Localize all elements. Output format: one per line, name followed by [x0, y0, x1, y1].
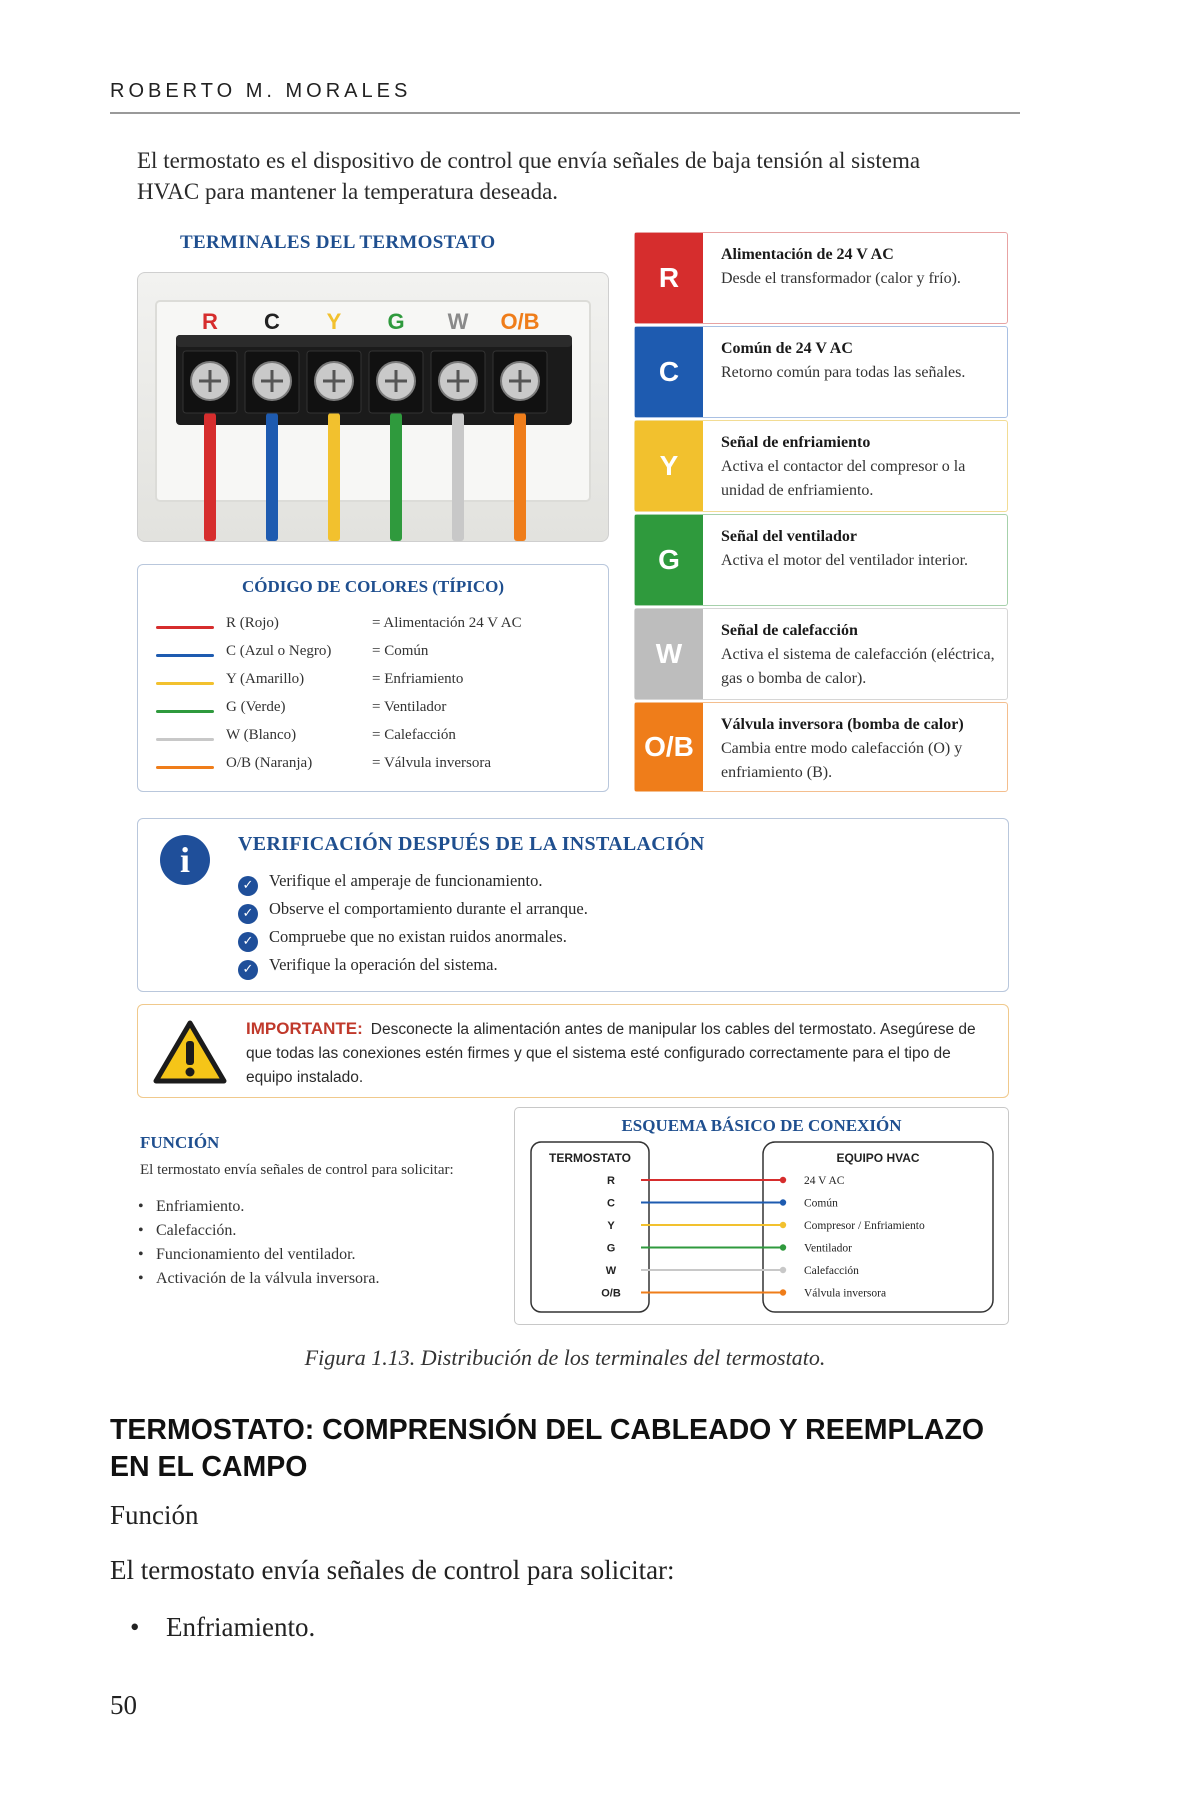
- check-icon: ✓: [238, 960, 258, 980]
- terminal-row-title: Común de 24 V AC: [721, 340, 853, 357]
- color-code-meaning: = Enfriamiento: [372, 671, 464, 687]
- terminal-wire: [328, 413, 340, 541]
- color-code-meaning: = Ventilador: [372, 699, 447, 715]
- terminal-row-g: [634, 514, 1008, 606]
- terminal-screw-icon: [183, 351, 237, 413]
- terminal-row-desc: Activa el motor del ventilador interior.: [721, 552, 969, 569]
- important-body: Desconecte la alimentación antes de manipular los cables del termostato. Asegúrese de que todas las conexiones estén firmes y que el sistema esté configurado correctamente para el tipo de equipo instalado.: [246, 1021, 976, 1086]
- verification-item-text: Observe el comportamiento durante el arranque.: [269, 899, 588, 918]
- terminal-badge: W: [635, 609, 703, 699]
- scheme-wire-endpoint: [780, 1199, 786, 1205]
- scheme-left-title: TERMOSTATO: [549, 1151, 631, 1165]
- color-code-name: W (Blanco): [226, 727, 297, 743]
- verification-title: VERIFICACIÓN DESPUÉS DE LA INSTALACIÓN: [238, 833, 705, 855]
- terminal-description: [721, 243, 999, 291]
- page-number: 50: [110, 1690, 137, 1720]
- terminal-row-title: Válvula inversora (bomba de calor): [721, 716, 964, 733]
- terminal-description: [721, 431, 999, 503]
- bullet-marker: •: [130, 1612, 140, 1642]
- terminal-row-title: Señal de calefacción: [721, 622, 858, 639]
- terminal-row-desc: Retorno común para todas las señales.: [721, 364, 966, 381]
- terminal-badge: R: [635, 233, 703, 323]
- scheme-target-label: Válvula inversora: [804, 1287, 887, 1300]
- terminal-badge: C: [635, 327, 703, 417]
- scheme-right-title: EQUIPO HVAC: [836, 1151, 920, 1165]
- terminal-badge: O/B: [635, 703, 703, 791]
- important-label: IMPORTANTE:: [246, 1019, 363, 1038]
- funcion-title: FUNCIÓN: [140, 1133, 220, 1152]
- terminal-description: [721, 619, 999, 691]
- terminal-screw-icon: [245, 351, 299, 413]
- scheme-target-label: 24 V AC: [804, 1175, 845, 1187]
- funcion-item: • Funcionamiento del ventilador.: [156, 1246, 356, 1264]
- scheme-wire-endpoint: [780, 1177, 786, 1183]
- scheme-target-label: Ventilador: [804, 1242, 852, 1255]
- important-text: [246, 1017, 996, 1090]
- verification-item-text: Verifique el amperaje de funcionamiento.: [269, 871, 543, 890]
- orange-wire-swatch: [156, 766, 214, 769]
- terminals-title: TERMINALES DEL TERMOSTATO: [180, 232, 496, 253]
- scheme-wire-endpoint: [780, 1244, 786, 1250]
- terminal-row-w: [634, 608, 1008, 700]
- color-code-meaning: = Calefacción: [372, 727, 456, 743]
- body-bullet-item: Enfriamiento.: [166, 1612, 316, 1642]
- verification-item-text: Verifique la operación del sistema.: [269, 955, 498, 974]
- connection-scheme-svg: [515, 1108, 1008, 1324]
- funcion-item: • Calefacción.: [156, 1222, 236, 1240]
- terminal-row-desc: Activa el sistema de calefacción (eléctrica, gas o bomba de calor).: [721, 646, 995, 687]
- check-icon: ✓: [238, 904, 258, 924]
- scheme-title: ESQUEMA BÁSICO DE CONEXIÓN: [621, 1116, 902, 1135]
- body-paragraph: El termostato envía señales de control para solicitar:: [110, 1555, 675, 1585]
- terminal-wire: [452, 413, 464, 541]
- terminal-screw-icon: [369, 351, 423, 413]
- scheme-terminal-label: G: [606, 1242, 616, 1255]
- white-wire-swatch: [156, 738, 214, 741]
- figure-caption: Figura 1.13. Distribución de los terminales del termostato.: [304, 1345, 826, 1370]
- scheme-target-label: Calefacción: [804, 1265, 859, 1277]
- color-code-name: C (Azul o Negro): [226, 643, 332, 659]
- scheme-wire-endpoint: [780, 1267, 786, 1273]
- terminal-block-svg: [138, 273, 608, 541]
- scheme-target-label: Compresor / Enfriamiento: [804, 1220, 925, 1232]
- info-icon: i: [160, 835, 210, 885]
- color-code-name: R (Rojo): [226, 615, 279, 631]
- terminal-label: G: [387, 309, 405, 334]
- verification-item: [238, 927, 567, 952]
- check-icon: ✓: [238, 932, 258, 952]
- terminal-wire: [266, 413, 278, 541]
- terminal-description: [721, 713, 999, 785]
- thermostat-block: [531, 1142, 649, 1312]
- terminal-label: W: [447, 309, 469, 334]
- terminal-wire: [204, 413, 216, 541]
- important-warning-box: [137, 1004, 1009, 1098]
- terminal-row-r: [634, 232, 1008, 324]
- color-code-meaning: = Alimentación 24 V AC: [372, 615, 522, 631]
- color-code-box: [137, 564, 609, 792]
- body-subhead: Función: [110, 1500, 199, 1530]
- running-header: ROBERTO M. MORALES: [110, 80, 412, 102]
- terminal-label: Y: [326, 309, 342, 334]
- terminal-badge: Y: [635, 421, 703, 511]
- funcion-intro: El termostato envía señales de control para solicitar:: [140, 1162, 454, 1178]
- verification-item-text: Compruebe que no existan ruidos anormales.: [269, 927, 567, 946]
- color-code-title: CÓDIGO DE COLORES (TÍPICO): [241, 577, 505, 596]
- connection-scheme-box: [514, 1107, 1009, 1325]
- terminal-row-desc: Desde el transformador (calor y frío).: [721, 270, 961, 287]
- scheme-wire-endpoint: [780, 1289, 786, 1295]
- terminal-description: [721, 525, 999, 573]
- terminal-screw-icon: [493, 351, 547, 413]
- verification-box: [137, 818, 1009, 992]
- terminal-block-illustration: [137, 272, 609, 542]
- terminal-row-ob: [634, 702, 1008, 792]
- terminal-label: R: [202, 309, 218, 334]
- red-wire-swatch: [156, 626, 214, 629]
- funcion-item: • Enfriamiento.: [156, 1198, 244, 1216]
- green-wire-swatch: [156, 710, 214, 713]
- scheme-terminal-label: C: [607, 1197, 615, 1210]
- yellow-wire-swatch: [156, 682, 214, 685]
- verification-item: [238, 899, 588, 924]
- verification-item: [238, 955, 498, 980]
- terminal-row-c: [634, 326, 1008, 418]
- scheme-wire-endpoint: [780, 1222, 786, 1228]
- scheme-terminal-label: W: [605, 1265, 617, 1277]
- intro-paragraph: El termostato es el dispositivo de control que envía señales de baja tensión al sistema HVAC para mantener la temperatura deseada.: [137, 148, 921, 204]
- terminal-row-desc: Cambia entre modo calefacción (O) y enfriamiento (B).: [721, 740, 963, 781]
- color-code-name: Y (Amarillo): [226, 671, 305, 687]
- terminal-row-title: Señal del ventilador: [721, 528, 858, 545]
- terminal-wire: [514, 413, 526, 541]
- terminal-row-y: [634, 420, 1008, 512]
- terminal-label: O/B: [500, 309, 540, 334]
- scheme-terminal-label: R: [607, 1175, 615, 1187]
- blue-wire-swatch: [156, 654, 214, 657]
- terminal-wire: [390, 413, 402, 541]
- scheme-target-label: Común: [804, 1197, 838, 1210]
- terminal-screw-icon: [431, 351, 485, 413]
- color-code-name: O/B (Naranja): [226, 755, 313, 771]
- verification-item: [238, 871, 543, 896]
- color-code-meaning: = Común: [372, 643, 429, 659]
- header-rule: [110, 112, 1020, 114]
- scheme-terminal-label: Y: [607, 1220, 615, 1232]
- terminal-badge: G: [635, 515, 703, 605]
- color-code-name: G (Verde): [226, 699, 286, 715]
- section-heading: TERMOSTATO: COMPRENSIÓN DEL CABLEADO Y REEMPLAZO EN EL CAMPO: [110, 1414, 985, 1483]
- terminal-screw-icon: [307, 351, 361, 413]
- terminal-row-title: Alimentación de 24 V AC: [721, 246, 894, 263]
- warning-triangle-icon: [152, 1019, 228, 1085]
- check-icon: ✓: [238, 876, 258, 896]
- funcion-item: • Activación de la válvula inversora.: [156, 1270, 379, 1288]
- color-code-meaning: = Válvula inversora: [372, 755, 491, 771]
- scheme-terminal-label: O/B: [601, 1287, 621, 1300]
- terminal-description: [721, 337, 999, 385]
- terminal-label: C: [264, 309, 280, 334]
- terminal-row-desc: Activa el contactor del compresor o la unidad de enfriamiento.: [721, 458, 966, 499]
- terminal-row-title: Señal de enfriamiento: [721, 434, 871, 451]
